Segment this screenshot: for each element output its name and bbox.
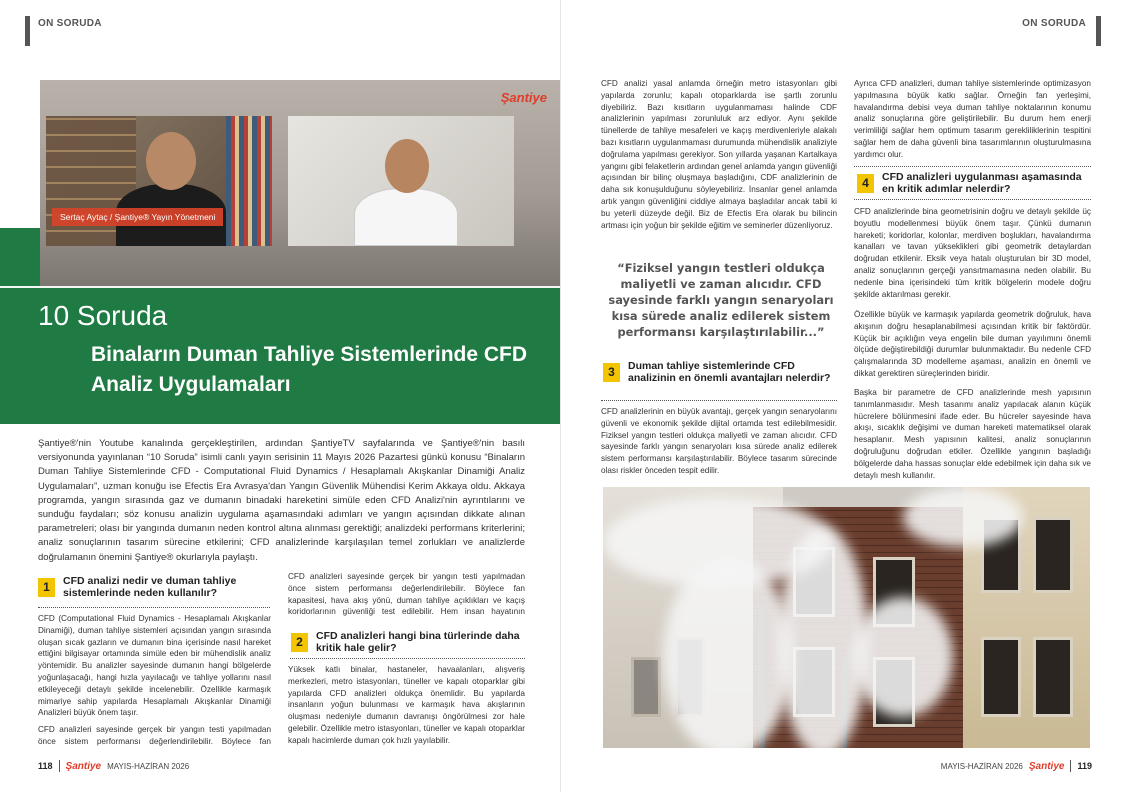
- answer-text: CFD (Computational Fluid Dynamics - Hesaplamalı Akışkanlar Dinamiği), duman tahliye sistemleri açısından yangın sırasında oluşan sıcak gazların ve dumanın bina içerisinde nasıl hareket ettiğini bilgisayar ortamında simüle eden bir mühendislik analiz yöntemidir. Bu analizler sayesinde dumanın hangi bölgelerde yoğunlaşacağı, hangi hızla yayılacağı ve tahliye yollarını nasıl etkileyeceği detaylı şekilde incelenebilir. Özellikle karmaşık mimariye sahip yapılarda Hesaplamalı Akışkanlar Dinamiği Analizleri büyük önem taşır.: [38, 614, 271, 718]
- question-number: 1: [38, 578, 55, 597]
- answer-text-continued: CFD analizleri sayesinde gerçek bir yangın testi yapılmadan önce sistem performansı değerlendirilebilir. Böylece fan kapasitesi, hava akış yönü, duman tahliye açıklıkları ve kaçış koridorlarının güvenliği test edilebilir. Hem insan hayatının: [288, 572, 525, 617]
- guest-figure: [354, 188, 458, 246]
- question-1-heading: [38, 575, 258, 599]
- smoke-plume: [663, 557, 793, 748]
- answer-text: CFD analizlerinin en büyük avantajı, gerçek yangın senaryolarını güvenli ve ekonomik şekilde dijital ortamda test edilebilmesidir. Fiziksel yangın testleri oldukça maliyetli ve zaman alıcıdır. CFD sayesinde farklı yangın senaryoları kısa sürede analiz edilerek sistem performansı karşılaştırılabilir. Böylece tasarım sürecinde olası riskler önceden tespit edilir.: [601, 407, 837, 475]
- issue-date: MAYIS-HAZİRAN 2026: [940, 761, 1023, 771]
- title-divider: [0, 286, 561, 288]
- smoke-plume: [853, 597, 953, 717]
- left-footer: [38, 760, 189, 772]
- host-video-frame: [46, 116, 272, 246]
- question-3-heading: [603, 360, 833, 384]
- answer-text: Ayrıca CFD analizleri, duman tahliye sistemlerinde optimizasyon yapılmasına büyük katkı sağlar. Örneğin fan yerleşimi, havalandırma debisi veya duman tahliye noktalarının konumu analiz sonuçlarına göre geliştirilebilir. Bu durum hem enerji verimliliği sağlar hem optimum tasarım gerekliliklerinin tespitini sağlar hem de daha güvenli bina tasarımlarının oluşturulmasına yardımcı olur.: [854, 79, 1091, 159]
- smoke-plume: [903, 487, 1023, 547]
- heading-divider: [38, 607, 270, 608]
- heading-divider: [290, 658, 525, 659]
- footer-logo: Şantiye: [65, 760, 102, 772]
- question-title: Duman tahliye sistemlerinde CFD analizinin en önemli avantajları nelerdir?: [628, 360, 831, 384]
- page-number: 119: [1077, 761, 1092, 771]
- section-marker: [1096, 16, 1101, 46]
- article-headline: Binaların Duman Tahliye Sistemlerinde CFD Analiz Uygulamaları: [91, 343, 528, 396]
- question-title: CFD analizleri uygulanması aşamasında en kritik adımlar nelerdir?: [882, 171, 1082, 195]
- question-number: 4: [857, 174, 874, 193]
- answer-text: CFD analizleri sayesinde gerçek bir yangın testi yapılmadan önce sistem performansı değerlendirilebilir. Böylece fan: [38, 725, 271, 746]
- smoke-test-photo: [603, 487, 1090, 748]
- hero-image: [40, 80, 561, 286]
- series-kicker: 10 Soruda: [38, 300, 168, 331]
- answer-text: CFD analizlerinde bina geometrisinin doğru ve detaylı şekilde üç boyutlu modellenmesi büyük önem taşır. Çünkü dumanın hareketi; koridorlar, kolonlar, merdiven boşlukları, havalandırma kanalları ve tavan yükseklikleri gibi geometrik detaylardan doğrudan etkilenir. Eksik veya hatalı oluşturulan bir 3D model, analiz sonuçlarının gerçeği yansıtmamasına neden olabilir. Bu nedenle bina içerisindeki tüm kritik bölgelerin modele doğru şekilde aktarılması gerekir.: [854, 207, 1091, 299]
- answer-text: Özellikle büyük ve karmaşık yapılarda geometrik doğruluk, hava akışının doğru hesaplanabilmesi açısından kritik bir faktördür. Küçük bir açıklığın veya engelin bile duman yayılımını önemli ölçüde değiştirebildiği durumlar bulunmaktadır. Bu nedenle CFD çalışmalarında 3D modelleme aşaması, analizin en önemli ve dikkat gerektiren süreçlerinden biridir.: [854, 310, 1091, 378]
- santiye-logo: Şantiye: [500, 90, 547, 105]
- question-title: CFD analizi nedir ve duman tahliye sistemlerinde neden kullanılır?: [63, 575, 237, 599]
- heading-divider: [601, 400, 837, 401]
- answer-text: Yüksek katlı binalar, hastaneler, havaalanları, alışveriş merkezleri, metro istasyonları, tüneller ve kapalı otoparklar gibi yapılarda CFD analizleri oldukça önemlidir. Bu yapılarda insanların yoğun bulunması ve karmaşık hava akışlarının oluşması nedeniyle dumanın davranışı öngörülmesi zor hale gelebilir. Özellikle metro istasyonları, tüneller ve kapalı otoparklar kapalı hacimlerde duman çok hızlı yayılabilir.: [288, 665, 525, 745]
- question-number: 2: [291, 633, 308, 652]
- question-4-heading: [857, 171, 1087, 195]
- answer-text: Başka bir parametre de CFD analizlerinde mesh yapısının tanımlanmasıdır. Mesh tasarımı analiz yapılacak alanın küçük hücrelere bölünmesini ifade eder. Bu hücreler sayesinde hava akışı, sıcaklık değişimi ve duman hareketi matematiksel olarak hesaplanır. Mesh yapısının kalitesi, analiz sonuçlarının doğruluğunu doğrudan etkiler. Özellikle yangının başladığı bölgelerde daha hassas sonuçlar elde edebilmek için daha sık ve detaylı mesh kullanılır.: [854, 388, 1091, 480]
- section-tag: ON SORUDA: [38, 18, 102, 29]
- section-tag: ON SORUDA: [1022, 18, 1086, 29]
- issue-date: MAYIS-HAZİRAN 2026: [107, 761, 190, 771]
- question-title: CFD analizleri hangi bina türlerinde daha kritik hale gelir?: [316, 630, 520, 654]
- footer-logo: Şantiye: [1028, 760, 1065, 772]
- host-caption: Sertaç Aytaç / Şantiye® Yayın Yönetmeni: [52, 208, 223, 226]
- right-page: [561, 0, 1122, 792]
- right-footer: [941, 760, 1092, 772]
- heading-divider: [854, 166, 1091, 167]
- bookshelf: [226, 116, 272, 246]
- pull-quote: “Fiziksel yangın testleri oldukça maliyetli ve zaman alıcıdır. CFD sayesinde farklı yangın senaryoları kısa sürede analiz edilerek sistem performansı karşılaştırılabilir...”: [608, 261, 834, 339]
- answer-text: CFD analizi yasal anlamda örneğin metro istasyonları gibi yapılarda zorunlu; kapalı otoparklarda ise şartlı zorunlu diyebiliriz. Bazı kısıtların uygulanmaması halinde CDF analizlerinin yapılması zorunluluk arz ediyor. Aynı şekilde tünellerde de tahliye mesafeleri ve kaçış merdivenleriyle alakalı bazı kısıtların uygulanmaması durumunda mühendislik analiziyle doğrulama yapılması gerekiyor. Son yıllarda yaşanan Kartalkaya yangını gibi felaketlerin ardından genel anlamda yangın güvenliği açısından bir bilinç oluşmaya başladığını, CDF analizlerinin de daha sık konuşulduğunu söyleyebiliriz. İnsanlar genel anlamda artık yangın güvenliğini ciddiye almaya başladılar ancak tabii ki bu yeterli düzeyde değil. Biz de Efectis Era olarak bu bilincin artması için yoğun bir şekilde eğitim ve seminerler düzenliyoruz.: [601, 79, 837, 230]
- section-marker: [25, 16, 30, 46]
- heading-divider: [854, 199, 1091, 200]
- intro-paragraph: Şantiye®'nin Youtube kanalında gerçekleştirilen, ardından ŞantiyeTV sayfalarında ve Şantiye®'nin basılı versiyonunda yayınlanan “10 Soruda” isimli canlı yayın serisinin 11 Mayıs 2026 Pazartesi günkü konusu “Binaların Duman Tahliye Sistemlerinde CFD - Computational Fluid Dynamics / Hesaplamalı Akışkanlar Dinamiği Analiz Uygulamaları”, uzman konuğu ise Efectis Era Avrasya'dan Yangın Güvenlik Mühendisi Kerim Akkaya oldu. Akkaya programda, yangın sırasında gaz ve dumanın binadaki hareketini simüle eden CFD Analizi'nin ayrıntılarını ve sunduğu faydaları; söz konusu analizin uygulama aşamasındaki adımları ve yangın açısından dikkate alınan parametreleri; olası bir yangında dumanın neden kontrol altına alınması gerektiği; analizdeki performans kriterlerini; analiz sonuçlarının tasarım sürecine etkilerini; CFD analizlerinde karşılaşılan temel zorlukları ve analizlerde doğrulamanın önemini Şantiye® okurlarıyla paylaştı.: [38, 438, 525, 563]
- question-2-heading: [291, 630, 521, 654]
- page-number: 118: [38, 761, 53, 771]
- question-number: 3: [603, 363, 620, 382]
- guest-video-frame: [288, 116, 514, 246]
